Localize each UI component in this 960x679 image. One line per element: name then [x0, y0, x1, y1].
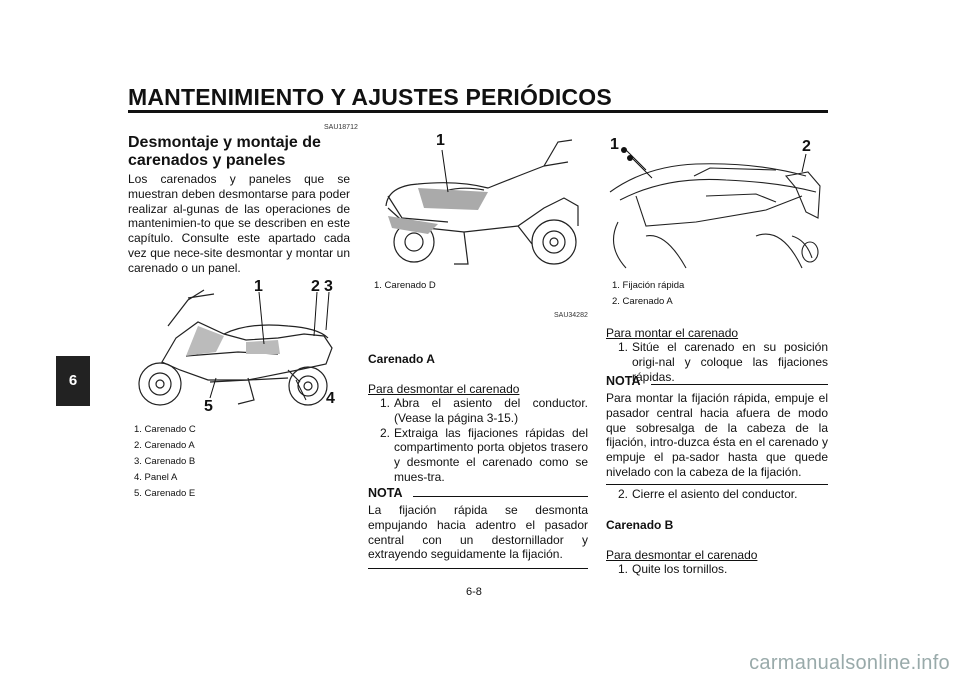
remove-label: Para desmontar el carenado	[606, 548, 758, 562]
nota-header: NOTA	[368, 486, 588, 500]
callout-5: 5	[204, 398, 213, 415]
caption-item: 3. Carenado B	[134, 456, 196, 467]
nota-end-rule	[368, 568, 588, 569]
scooter-left-illustration	[128, 282, 350, 414]
caption-item: 5. Carenado E	[134, 488, 196, 499]
list-item: 2. Extraiga las fijaciones rápidas del compartimento porta objetos trasero y desmonte el carenado como se mues-tra.	[379, 425, 588, 484]
nota-end-rule	[606, 484, 828, 485]
caption-list	[134, 422, 196, 502]
figure-seat-fairing	[606, 136, 828, 270]
nota-text: La fijación rápida se desmonta empujando hacia adentro el pasador central con un destornillador y extrayendo seguidamente la fijación.	[368, 503, 588, 562]
caption-item: 1. Carenado D	[374, 280, 436, 291]
steps-list	[368, 396, 588, 485]
caption-list	[612, 278, 684, 310]
list-item: 1. Quite los tornillos.	[617, 562, 728, 576]
page-title: MANTENIMIENTO Y AJUSTES PERIÓDICOS	[128, 84, 612, 110]
seat-fairing-illustration	[606, 136, 828, 270]
figure-scooter-right	[368, 132, 588, 270]
install-label: Para montar el carenado	[606, 326, 739, 340]
list-item: 1. Abra el asiento del conductor. (Vease la página 3-15.)	[379, 396, 588, 425]
section-heading: Desmontaje y montaje de carenados y paneles	[128, 134, 321, 169]
section-code: SAU34282	[554, 312, 588, 319]
page-number: 6-8	[466, 586, 482, 598]
title-rule	[128, 110, 828, 113]
caption-item: 4. Panel A	[134, 472, 178, 483]
caption-item: 1. Fijación rápida	[612, 280, 685, 291]
nota-text: Para montar la fijación rápida, empuje el pasador central hacia afuera de modo que sobresalga de la cabeza de la fijación, intro-duzca ésta en el carenado y empuje el pa-sador hasta que quede nivelado con la cabeza de la fijación.	[606, 391, 828, 479]
figure-scooter-left	[128, 278, 350, 415]
list-item: 1. Sitúe el carenado en su posición origi-nal y coloque las fijaciones rápidas.	[617, 340, 828, 384]
caption-item: 1. Carenado C	[134, 424, 196, 435]
remove-label: Para desmontar el carenado	[368, 382, 520, 396]
callout-1: 1	[610, 136, 619, 153]
caption-item: 2. Carenado A	[134, 440, 195, 451]
callout-2: 2	[311, 278, 320, 295]
callout-3: 3	[324, 278, 333, 295]
callout-1: 1	[436, 132, 445, 149]
watermark: carmanualsonline.info	[749, 652, 950, 674]
subheading-carenado-b: Carenado B	[606, 518, 674, 532]
chapter-tab: 6	[56, 356, 90, 406]
section-code: SAU18712	[324, 124, 358, 131]
nota-header: NOTA	[606, 374, 828, 388]
callout-4: 4	[326, 390, 335, 407]
callout-2: 2	[802, 138, 811, 155]
scooter-right-illustration	[368, 136, 588, 270]
subheading-carenado-a: Carenado A	[368, 352, 435, 366]
callout-1: 1	[254, 278, 263, 295]
intro-paragraph: Los carenados y paneles que se muestran deben desmontarse para poder realizar al-gunas de las operaciones de mantenimien-to que se describen en este capítulo. Consulte este apartado cada vez que nece-site desmontar y montar un carenado o un panel.	[128, 172, 350, 275]
caption-item: 2. Carenado A	[612, 296, 673, 307]
list-item: 2. Cierre el asiento del conductor.	[617, 487, 798, 501]
